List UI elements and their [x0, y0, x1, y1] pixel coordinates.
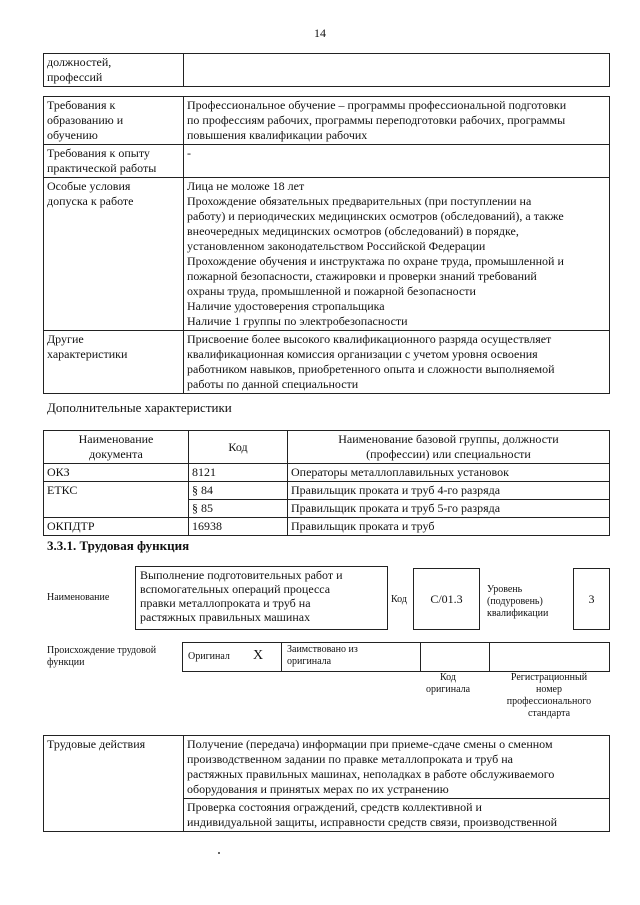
extra-heading: Дополнительные характеристики	[47, 400, 232, 415]
header-document: Наименование документа	[44, 431, 189, 464]
code-cell: 16938	[189, 518, 288, 536]
table-row	[44, 331, 610, 394]
table-row	[44, 97, 610, 145]
doc-cell: ОКПДТР	[44, 518, 189, 536]
level-label: Уровень (подуровень) квалификации	[487, 584, 549, 619]
experience-label: Требования к опыту практической работы	[44, 145, 184, 178]
table-row	[44, 736, 610, 799]
dot-mark	[218, 852, 220, 854]
experience-value: -	[184, 145, 610, 178]
function-code: C/01.3	[413, 568, 480, 630]
other-label: Другие характеристики	[44, 331, 184, 394]
code-cell: § 84	[189, 482, 288, 500]
action-item: Получение (передача) информации при приеме-сдаче смены о сменном производственном задании по правке металлопроката и труб на растяжных правильных машинах, неполадках в работе обслуживаемого оборудования и принятых мерах по их устранению	[184, 736, 610, 799]
actions-table	[43, 735, 610, 832]
doc-cell: ОКЗ	[44, 464, 189, 482]
section-title: 3.3.1. Трудовая функция	[47, 538, 190, 553]
original-label: Оригинал	[188, 651, 230, 662]
code-original-caption: Код оригинала	[425, 672, 471, 695]
table-row	[44, 482, 610, 500]
origin-divider	[489, 642, 490, 671]
origin-table	[182, 642, 610, 672]
admission-label: Особые условия допуска к работе	[44, 178, 184, 331]
header-code: Код	[189, 431, 288, 464]
table-row	[44, 178, 610, 331]
group-cell: Правильщик проката и труб 4-го разряда	[288, 482, 610, 500]
group-cell: Правильщик проката и труб	[288, 518, 610, 536]
group-cell: Правильщик проката и труб 5-го разряда	[288, 500, 610, 518]
doc-cell: ЕТКС	[44, 482, 189, 518]
positions-table	[43, 53, 610, 87]
education-label: Требования к образованию и обучению	[44, 97, 184, 145]
code-cell: 8121	[189, 464, 288, 482]
table-row	[44, 145, 610, 178]
origin-label: Происхождение трудовой функции	[47, 645, 157, 668]
positions-value	[184, 54, 610, 87]
function-name-box: Выполнение подготовительных работ и вспомогательных операций процесса правки металлопроката и труб на растяжных правильных машинах	[135, 566, 388, 630]
classification-table	[43, 430, 610, 536]
education-value: Профессиональное обучение – программы профессиональной подготовки по профессиям рабочих, программы переподготовки рабочих, программы повышения квалификации рабочих	[184, 97, 610, 145]
table-row	[44, 54, 610, 87]
origin-divider	[281, 642, 282, 671]
registration-caption: Регистрационный номер профессионального стандарта	[506, 672, 592, 719]
actions-label: Трудовые действия	[44, 736, 184, 832]
group-cell: Операторы металлоплавильных установок	[288, 464, 610, 482]
code-label: Код	[391, 594, 407, 605]
table-row	[44, 518, 610, 536]
admission-value: Лица не моложе 18 лет Прохождение обязательных предварительных (при поступлении на работу) и периодических медицинских осмотров (обследований), а также внеочередных медицинских осмотров (обследований) в порядке, установленном законодательством Российской Федерации Прохождение обучения и инструктажа по охране труда, промышленной и пожарной безопасности, стажировки и проверки знаний требований охраны труда, промышленной и пожарной безопасности Наличие удостоверения стропальщика Наличие 1 группы по электробезопасности	[184, 178, 610, 331]
name-label: Наименование	[47, 592, 110, 603]
page-number: 14	[314, 26, 326, 40]
requirements-table	[43, 96, 610, 394]
table-row	[44, 464, 610, 482]
original-mark: X	[253, 648, 264, 663]
table-row	[44, 431, 610, 464]
action-item: Проверка состояния ограждений, средств коллективной и индивидуальной защиты, исправности средств связи, производственной	[184, 799, 610, 832]
code-cell: § 85	[189, 500, 288, 518]
origin-divider	[420, 642, 421, 671]
other-value: Присвоение более высокого квалификационного разряда осуществляет квалификационная комиссия организации с учетом уровня освоения работником навыков, приобретенного опыта и сложности выполняемой работы по данной специальности	[184, 331, 610, 394]
header-group: Наименование базовой группы, должности (профессии) или специальности	[288, 431, 610, 464]
borrowed-label: Заимствовано из оригинала	[287, 644, 358, 667]
positions-label: должностей, профессий	[44, 54, 184, 87]
qualification-level: 3	[573, 568, 610, 630]
